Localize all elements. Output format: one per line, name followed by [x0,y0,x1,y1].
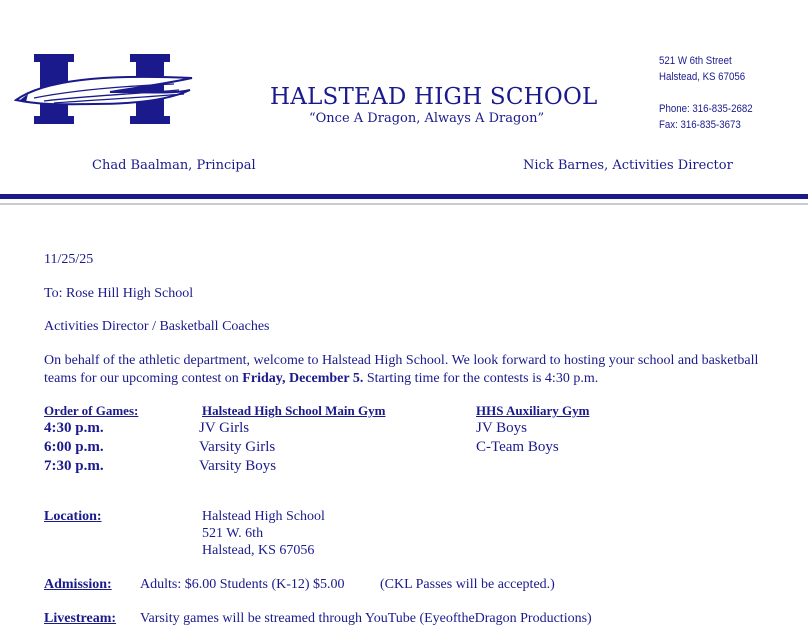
admission-label: Admission: [44,577,112,592]
address-line-1: 521 W 6th Street [659,55,732,67]
main-gym-game: Varsity Boys [199,458,277,474]
letter-date: 11/25/25 [44,252,94,267]
livestream-text: Varsity games will be streamed through YouTube (EyeoftheDragon Productions) [140,611,592,626]
header-divider-thick [0,194,808,199]
letter-attention: Activities Director / Basketball Coaches [44,319,270,334]
contest-date: Friday, December 5. [242,371,364,386]
location-line-1: Halstead High School [202,509,325,524]
header-divider-thin [0,203,808,205]
school-name: HALSTEAD HIGH SCHOOL [270,84,598,110]
principal-name: Chad Baalman, Principal [92,158,256,173]
admission-prices: Adults: $6.00 Students (K-12) $5.00 [140,577,345,592]
welcome-text-2: Starting time for the contests is 4:30 p.m. [363,371,599,386]
letter-recipient: To: Rose Hill High School [44,286,194,301]
main-gym-game: Varsity Girls [199,439,276,455]
order-of-games-heading: Order of Games: [44,403,139,418]
welcome-text-1: On behalf of the athletic department, welcome to Halstead High School. We look forward to hosting your school and basketball teams for our upcoming contest on [44,353,759,386]
fax-number: Fax: 316-835-3673 [659,119,741,131]
phone-number: Phone: 316-835-2682 [659,103,753,115]
winged-h-logo-icon [14,50,194,128]
main-gym-game: JV Girls [199,420,250,436]
main-gym-heading: Halstead High School Main Gym [202,403,386,418]
activities-director-name: Nick Barnes, Activities Director [523,158,733,173]
livestream-label: Livestream: [44,611,117,626]
aux-gym-game: JV Boys [476,420,527,436]
aux-gym-heading: HHS Auxiliary Gym [476,403,590,418]
address-line-2: Halstead, KS 67056 [659,71,746,83]
admission-note: (CKL Passes will be accepted.) [380,577,555,592]
location-label: Location: [44,509,102,524]
game-time: 7:30 p.m. [44,458,104,474]
game-time: 6:00 p.m. [44,439,104,455]
location-line-3: Halstead, KS 67056 [202,543,315,558]
welcome-paragraph [44,352,764,388]
aux-gym-game: C-Team Boys [476,439,559,455]
location-line-2: 521 W. 6th [202,526,264,541]
school-motto: “Once A Dragon, Always A Dragon” [309,111,545,126]
game-time: 4:30 p.m. [44,420,104,436]
